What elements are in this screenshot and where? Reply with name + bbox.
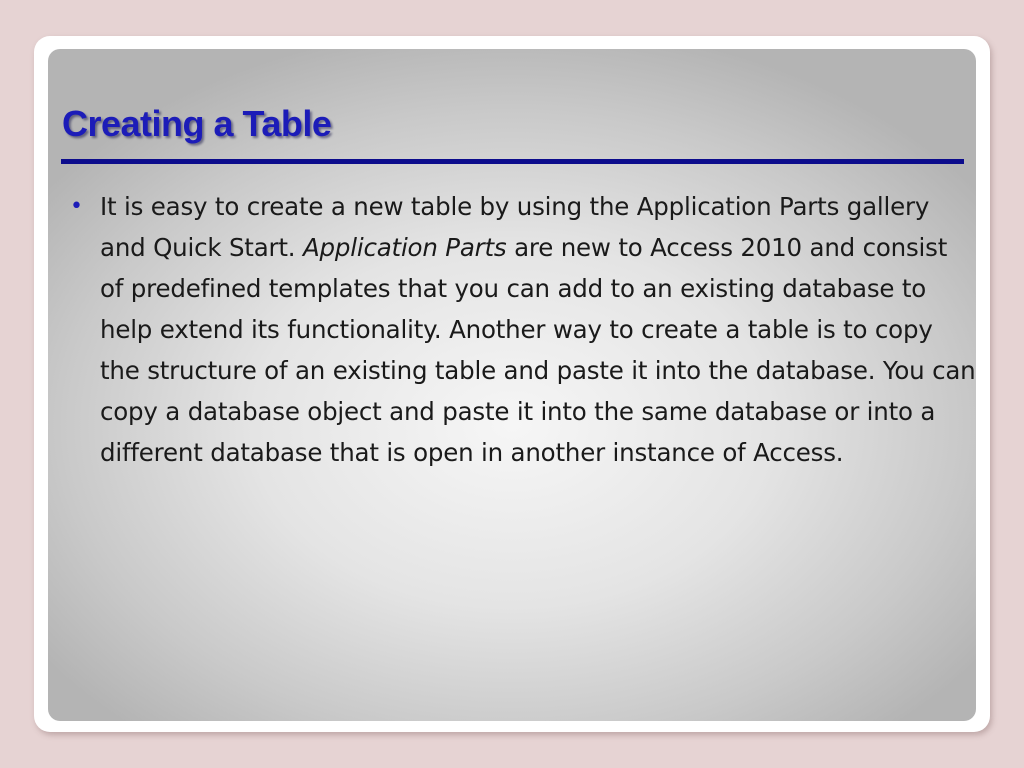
slide-title: Creating a Table <box>62 103 332 144</box>
slide-canvas <box>48 49 976 721</box>
bullet-text-emphasis: Application Parts <box>302 233 507 262</box>
bullet-item <box>70 186 976 473</box>
bullet-icon: • <box>70 194 83 219</box>
title-underline-rule <box>61 159 964 164</box>
bullet-text-intro: It is easy to create a new table by using the Application Parts gallery and Quick Start. <box>100 192 930 262</box>
bullet-list <box>70 186 976 473</box>
slide-frame <box>34 36 990 732</box>
bullet-text-body: are new to Access 2010 and consist of predefined templates that you can add to an existing database to help extend its functionality. Another way to create a table is to copy the structure of an existing table and paste it into the database. You can copy a database object and paste it into the same database or into a different database that is open in another instance of Access. <box>100 233 976 467</box>
